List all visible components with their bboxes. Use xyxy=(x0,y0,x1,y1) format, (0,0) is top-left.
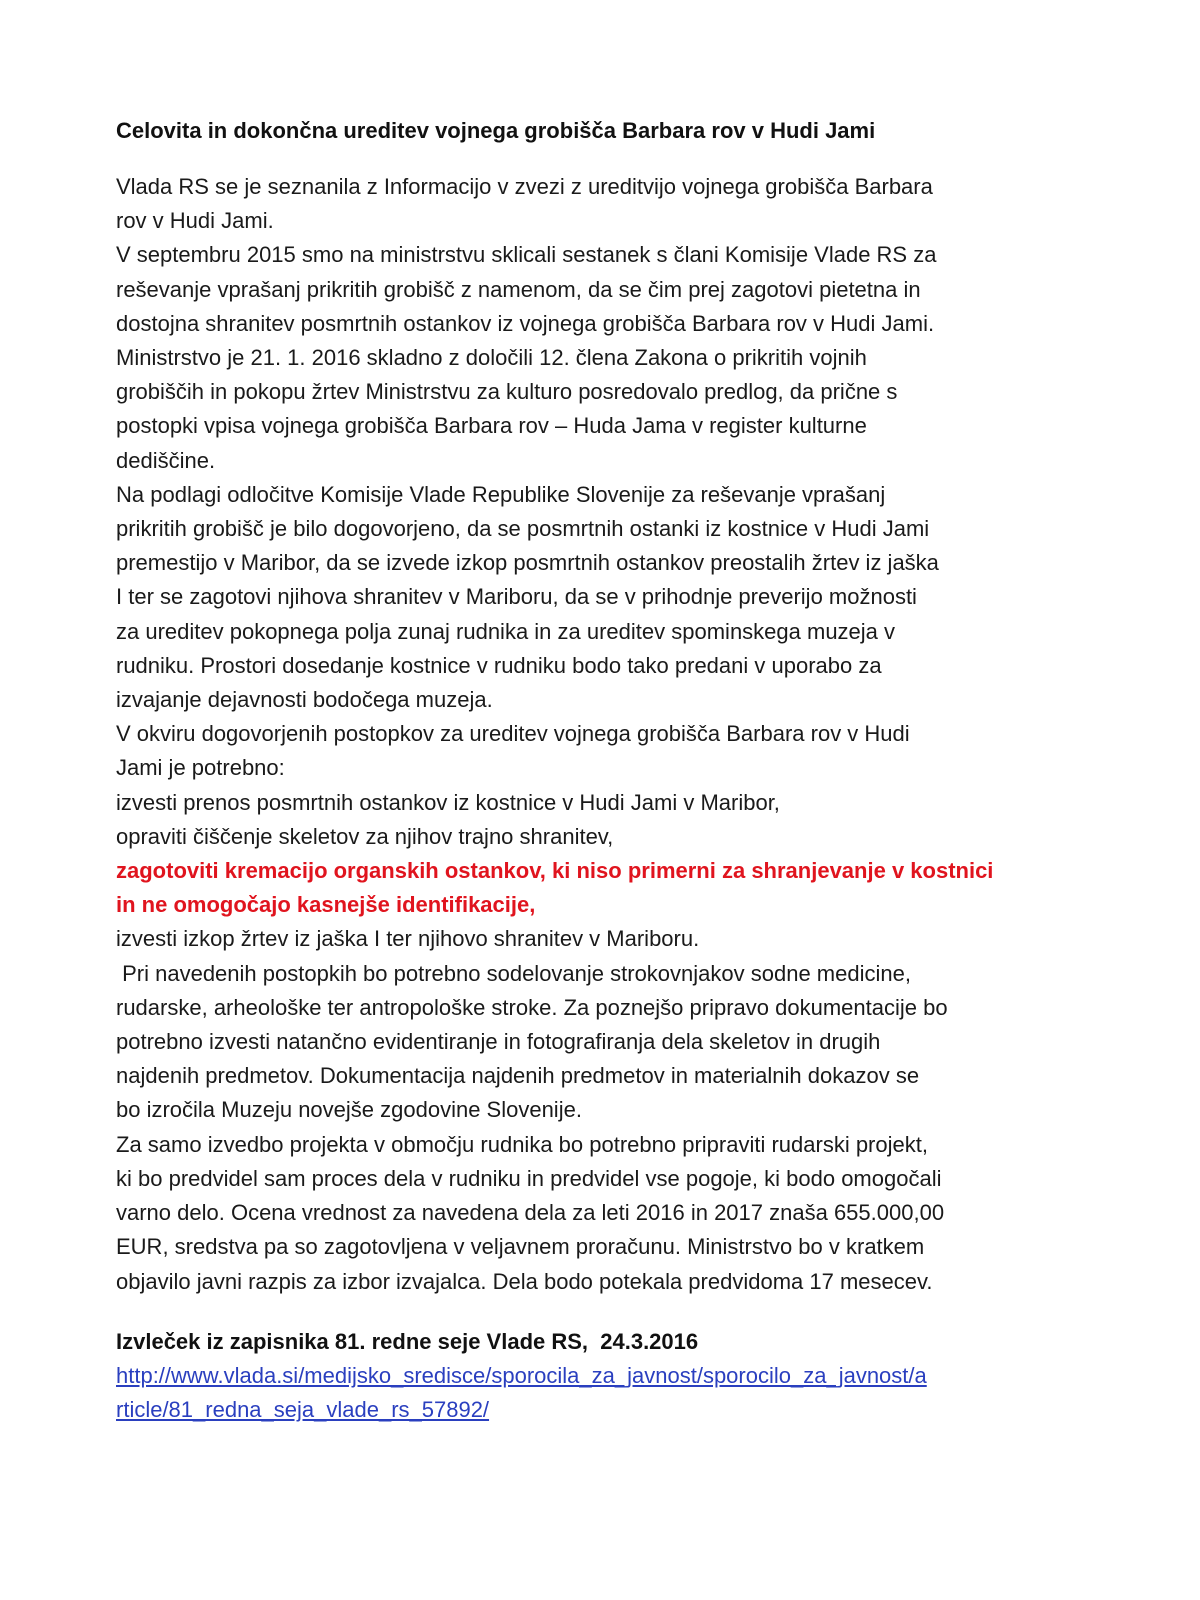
body-line: V okviru dogovorjenih postopkov za ureditev vojnega grobišča Barbara rov v Hudi xyxy=(116,721,910,747)
body-line: V septembru 2015 smo na ministrstvu sklicali sestanek s člani Komisije Vlade RS za xyxy=(116,242,937,268)
body-line: premestijo v Maribor, da se izvede izkop posmrtnih ostankov preostalih žrtev iz jaška xyxy=(116,550,939,576)
body-line: najdenih predmetov. Dokumentacija najdenih predmetov in materialnih dokazov se xyxy=(116,1063,920,1089)
highlighted-line: zagotoviti kremacijo organskih ostankov, ki niso primerni za shranjevanje v kostnici xyxy=(116,858,994,884)
highlighted-line: in ne omogočajo kasnejše identifikacije, xyxy=(116,892,536,918)
body-line: varno delo. Ocena vrednost za navedena dela za leti 2016 in 2017 znaša 655.000,00 xyxy=(116,1200,945,1226)
body-line: potrebno izvesti natančno evidentiranje in fotografiranja dela skeletov in drugih xyxy=(116,1029,881,1055)
body-line: rudniku. Prostori dosedanje kostnice v rudniku bodo tako predani v uporabo za xyxy=(116,652,882,678)
body-line: Na podlagi odločitve Komisije Vlade Republike Slovenije za reševanje vprašanj xyxy=(116,481,886,507)
body-line: objavilo javni razpis za izbor izvajalca. Dela bodo potekala predvidoma 17 mesecev. xyxy=(116,1268,933,1294)
document-page xyxy=(116,114,1106,1427)
source-link-line: rticle/81_redna_seja_vlade_rs_57892/ xyxy=(116,1396,490,1422)
body-line: reševanje vprašanj prikritih grobišč z namenom, da se čim prej zagotovi pietetna in xyxy=(116,276,921,302)
source-link[interactable] xyxy=(116,1359,1106,1427)
body-line: izvajanje dejavnosti bodočega muzeja. xyxy=(116,687,493,713)
body-line: dostojna shranitev posmrtnih ostankov iz vojnega grobišča Barbara rov v Hudi Jami. xyxy=(116,310,935,336)
body-line: opraviti čiščenje skeletov za njihov trajno shranitev, xyxy=(116,823,614,849)
body-line: dediščine. xyxy=(116,447,216,473)
body-line: I ter se zagotovi njihova shranitev v Mariboru, da se v prihodnje preverijo možnosti xyxy=(116,584,917,610)
body-line: Vlada RS se je seznanila z Informacijo v zvezi z ureditvijo vojnega grobišča Barbara xyxy=(116,174,933,199)
body-line: prikritih grobišč je bilo dogovorjeno, da se posmrtnih ostanki iz kostnice v Hudi Jami xyxy=(116,516,930,542)
body-line: Za samo izvedbo projekta v območju rudnika bo potrebno pripraviti rudarski projekt, xyxy=(116,1131,928,1157)
source-heading: Izvleček iz zapisnika 81. redne seje Vlade RS, 24.3.2016 xyxy=(116,1328,699,1354)
body-line: Pri navedenih postopkih bo potrebno sodelovanje strokovnjakov sodne medicine, xyxy=(116,960,911,986)
body-line: rudarske, arheološke ter antropološke stroke. Za poznejšo pripravo dokumentacije bo xyxy=(116,994,948,1020)
body-line: ki bo predvidel sam proces dela v rudniku in predvidel vse pogoje, ki bodo omogočali xyxy=(116,1165,942,1191)
source-link-line: http://www.vlada.si/medijsko_sredisce/sporocila_za_javnost/sporocilo_za_javnost/a xyxy=(116,1362,927,1388)
body-line: Ministrstvo je 21. 1. 2016 skladno z določili 12. člena Zakona o prikritih vojnih xyxy=(116,345,867,371)
body-line: grobiščih in pokopu žrtev Ministrstvu za kulturo posredovalo predlog, da prične s xyxy=(116,379,898,405)
body-line: za ureditev pokopnega polja zunaj rudnika in za ureditev spominskega muzeja v xyxy=(116,618,896,644)
body-line: Jami je potrebno: xyxy=(116,755,285,781)
body-line: EUR, sredstva pa so zagotovljena v veljavnem proračunu. Ministrstvo bo v kratkem xyxy=(116,1234,925,1260)
body-line: izvesti izkop žrtev iz jaška I ter njihovo shranitev v Mariboru. xyxy=(116,926,700,952)
body-line: izvesti prenos posmrtnih ostankov iz kostnice v Hudi Jami v Maribor, xyxy=(116,789,780,815)
body-line: bo izročila Muzeju novejše zgodovine Slovenije. xyxy=(116,1097,582,1123)
document-title: Celovita in dokončna ureditev vojnega grobišča Barbara rov v Hudi Jami xyxy=(116,118,876,143)
body-text xyxy=(116,170,1106,1299)
body-line: postopki vpisa vojnega grobišča Barbara rov – Huda Jama v register kulturne xyxy=(116,413,867,439)
body-line: rov v Hudi Jami. xyxy=(116,208,274,234)
